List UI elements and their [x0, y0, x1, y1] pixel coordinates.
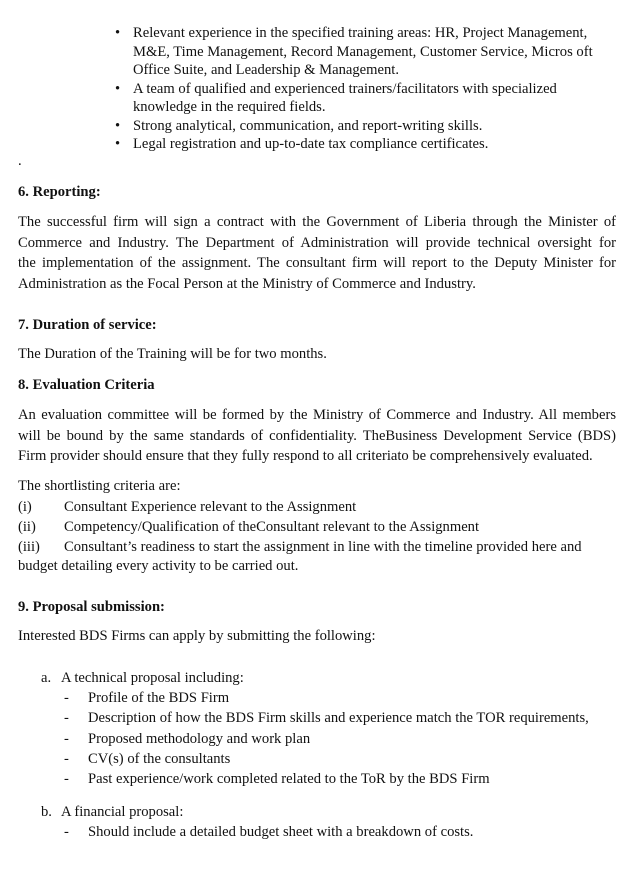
sub-item: - Profile of the BDS Firm — [64, 690, 230, 706]
dash-icon: - — [64, 751, 69, 767]
bullet-icon: • — [115, 117, 121, 134]
bullet-item: • Strong analytical, communication, and report-writing skills. — [115, 117, 483, 134]
bullet-item: • A team of qualified and experienced trainers/facilitators with specialized knowledge in the required fields. — [115, 80, 557, 115]
sub-item: - Past experience/work completed related to the ToR by the BDS Firm — [64, 771, 490, 787]
criteria-continuation: budget detailing every activity to be carried out. — [18, 558, 299, 574]
sub-item: - CV(s) of the consultants — [64, 751, 231, 767]
proposal-item-a: a. A technical proposal including: — [41, 670, 244, 686]
shortlist-intro: The shortlisting criteria are: — [18, 478, 181, 494]
section-7-heading: 7. Duration of service: — [18, 317, 157, 333]
proposal-item-b: b. A financial proposal: — [41, 804, 184, 820]
criteria-item: (i) Consultant Experience relevant to the Assignment — [18, 499, 357, 515]
section-9-intro: Interested BDS Firms can apply by submitting the following: — [18, 628, 376, 644]
section-8-heading: 8. Evaluation Criteria — [18, 377, 155, 393]
criteria-item: (iii) Consultant’s readiness to start the assignment in line with the timeline provided here and — [18, 539, 582, 555]
section-6-heading: 6. Reporting: — [18, 184, 101, 200]
dash-icon: - — [64, 824, 69, 840]
qualifications-bullet-list — [115, 24, 620, 154]
bullet-icon: • — [115, 25, 121, 41]
dash-icon: - — [64, 731, 69, 747]
criteria-item: (ii) Competency/Qualification of theConsultant relevant to the Assignment — [18, 519, 480, 535]
section-6-paragraph: The successful firm will sign a contract with the Government of Liberia through the Minister of Commerce and Industry. The Department of Administration will provide technical oversight for the implementation of the assignment. The consultant firm will report to the Deputy Minister for Administration as the Focal Person at the Ministry of Commerce and Industry. — [18, 214, 616, 292]
section-8-paragraph: An evaluation committee will be formed by the Ministry of Commerce and Industry. All members will be bound by the same standards of confidentiality. TheBusiness Development Service (BDS) Firm provider should ensure that they fully respond to all criteriato be comprehensively evaluated. — [18, 407, 616, 464]
dash-icon: - — [64, 690, 69, 706]
bullet-item: • Relevant experience in the specified training areas: HR, Project Management, M&E, Time Management, Record Management, Customer Service, Micros oft Office Suite, and Leadership & Management. — [115, 25, 593, 78]
bullet-item: • Legal registration and up-to-date tax compliance certificates. — [115, 136, 489, 152]
sub-item: - Should include a detailed budget sheet with a breakdown of costs. — [64, 824, 474, 840]
bullet-icon: • — [115, 136, 121, 152]
dash-icon: - — [64, 710, 69, 726]
sub-item: - Description of how the BDS Firm skills and experience match the TOR requirements, — [64, 710, 589, 726]
section-7-text: The Duration of the Training will be for two months. — [18, 346, 327, 362]
sub-item: - Proposed methodology and work plan — [64, 731, 311, 747]
stray-period: . — [18, 153, 22, 169]
section-9-heading: 9. Proposal submission: — [18, 599, 165, 615]
bullet-icon: • — [115, 80, 121, 97]
dash-icon: - — [64, 771, 69, 787]
